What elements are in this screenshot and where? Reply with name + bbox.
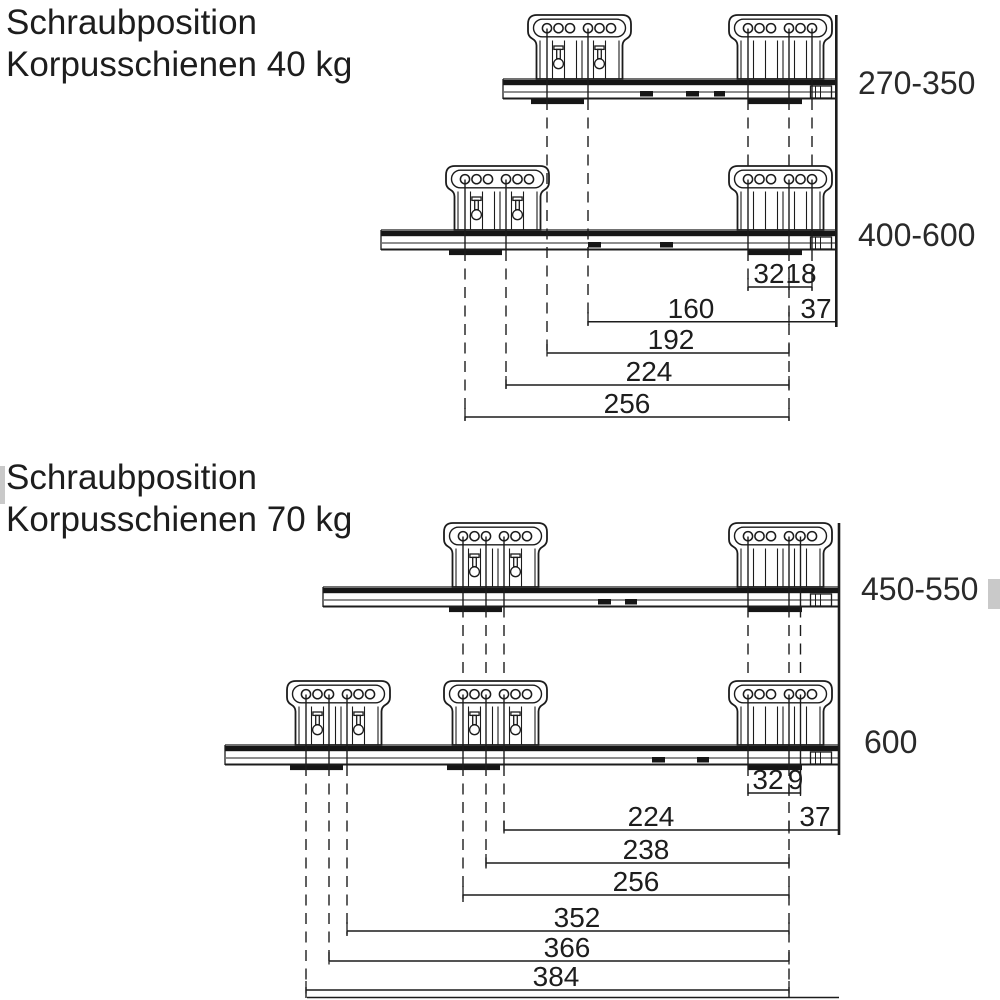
dim-label-37-70kg: 37 (799, 801, 831, 832)
keyhole-screw-icon (472, 197, 482, 220)
section-title-70kg-line2: Korpusschienen 70 kg (6, 500, 353, 539)
dim-label-384: 384 (532, 961, 580, 992)
rail-400-600 (381, 166, 836, 255)
dim-label-192: 192 (647, 324, 695, 355)
section-title-40kg-line2: Korpusschienen 40 kg (6, 45, 353, 84)
mounting-bracket (444, 681, 547, 745)
dim-label-32-40kg: 32 (753, 258, 785, 289)
keyhole-screw-icon (313, 712, 323, 735)
dim-label-256-40kg: 256 (603, 388, 651, 419)
range-label-450-550: 450-550 (861, 571, 979, 607)
rail-270-350 (503, 15, 836, 104)
range-label-600: 600 (864, 724, 918, 760)
mounting-bracket (729, 681, 832, 745)
dim-label-352: 352 (553, 902, 601, 933)
mounting-bracket (729, 166, 832, 230)
rail-450-550 (323, 523, 839, 612)
mounting-bracket (729, 15, 832, 79)
keyhole-screw-icon (511, 554, 521, 577)
dim-label-32-70kg: 32 (752, 764, 784, 795)
keyhole-screw-icon (511, 712, 521, 735)
range-label-270-350: 270-350 (858, 65, 976, 101)
mounting-bracket (528, 15, 631, 79)
keyhole-screw-icon (470, 712, 480, 735)
dim-label-160: 160 (667, 293, 715, 324)
scan-artifact (0, 466, 5, 504)
dim-label-18-40kg: 18 (785, 258, 817, 289)
mounting-bracket (729, 523, 832, 587)
dim-label-9-70kg: 9 (787, 764, 804, 795)
mounting-bracket (287, 681, 390, 745)
keyhole-screw-icon (354, 712, 364, 735)
dim-label-224-40kg: 224 (625, 356, 673, 387)
range-label-400-600: 400-600 (858, 217, 976, 253)
mounting-bracket (444, 523, 547, 587)
rail-600 (225, 681, 839, 770)
keyhole-screw-icon (595, 46, 605, 69)
dim-label-256-70kg: 256 (612, 866, 660, 897)
dim-label-224-70kg: 224 (627, 801, 675, 832)
keyhole-screw-icon (554, 46, 564, 69)
keyhole-screw-icon (470, 554, 480, 577)
section-title-40kg-line1: Schraubposition (6, 3, 257, 42)
dim-label-238: 238 (622, 834, 670, 865)
scan-artifact (988, 579, 1000, 609)
dim-label-37-40kg: 37 (800, 293, 832, 324)
keyhole-screw-icon (513, 197, 523, 220)
dim-label-366: 366 (543, 932, 591, 963)
mounting-bracket (446, 166, 549, 230)
section-title-70kg-line1: Schraubposition (6, 458, 257, 497)
